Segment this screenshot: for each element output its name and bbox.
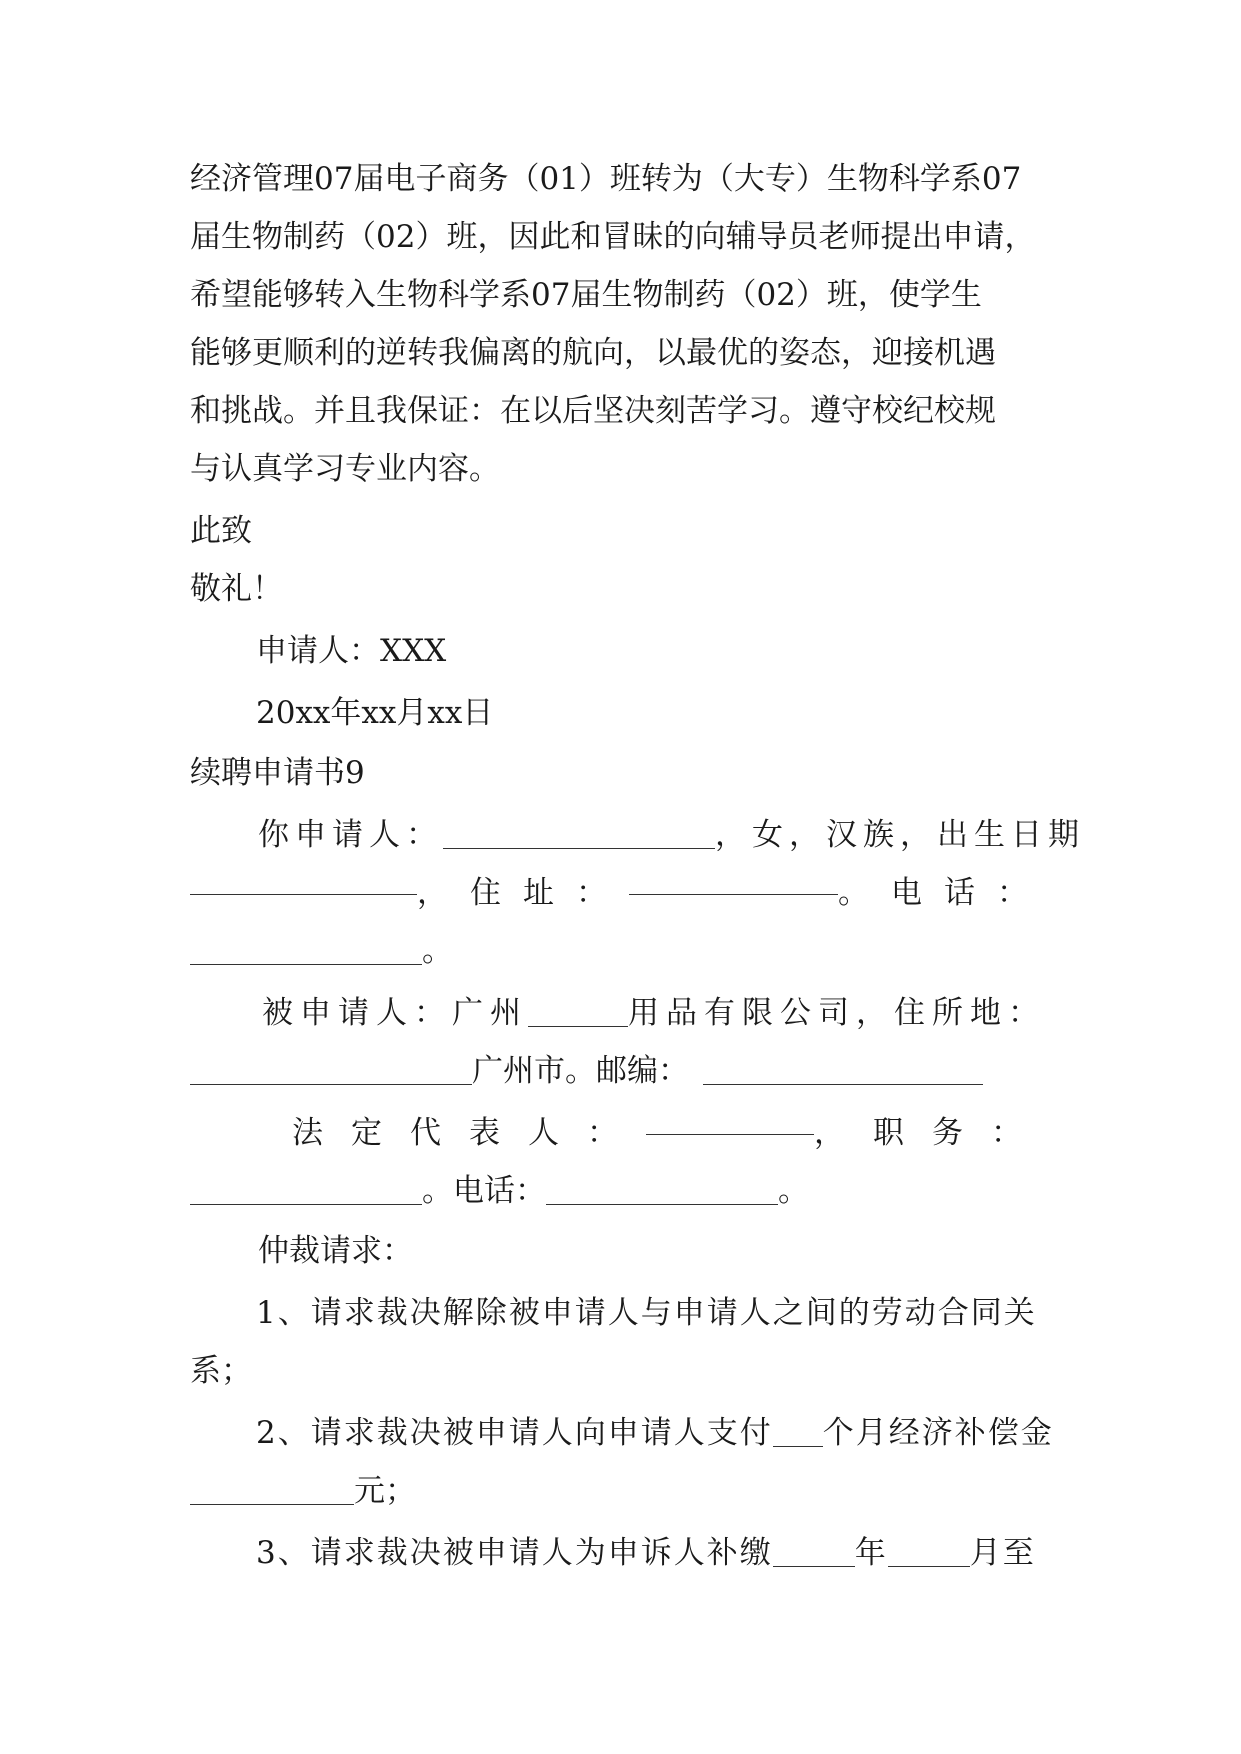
intro-line-1: 经济管理07届电子商务（01）班转为（大专）生物科学系07	[190, 161, 1022, 197]
section-title: 续聘申请书9	[190, 755, 365, 791]
position-line	[190, 1162, 1050, 1220]
applicant-signature: 申请人：XXX	[256, 633, 447, 669]
claim-1-line-2: 系；	[190, 1353, 252, 1389]
claim-2-text-a: 2、请求裁决被申请人向申请人支付	[256, 1415, 773, 1451]
applicant-name-blank[interactable]	[443, 818, 715, 849]
position-blank[interactable]	[190, 1174, 422, 1205]
intro-line-3: 希望能够转入生物科学系07届生物制药（02）班，使学生	[190, 277, 982, 313]
legal-rep-label: 法定代表人：	[292, 1115, 646, 1151]
claims-heading: 仲裁请求：	[258, 1233, 413, 1269]
respondent-phone-label: 。电话：	[422, 1173, 546, 1209]
intro-line-5: 和挑战。并且我保证：在以后坚决刻苦学习。遵守校纪校规	[190, 393, 996, 429]
address-blank[interactable]	[629, 864, 838, 895]
claim-2-text-b: 个月经济补偿金	[822, 1415, 1054, 1451]
residence-blank[interactable]	[190, 1054, 472, 1085]
claim-3-line-1	[256, 1524, 1050, 1582]
legal-rep-line	[292, 1104, 1050, 1162]
respondent-label: 被申请人：广州	[262, 995, 528, 1031]
closing-cizhi: 此致	[190, 513, 252, 549]
claim-2-line-1	[256, 1404, 1054, 1462]
respondent-line-1	[262, 984, 1050, 1042]
phone-blank[interactable]	[190, 934, 422, 965]
address-label: ，住址：	[417, 875, 630, 911]
claim-2-end: 元；	[354, 1473, 416, 1509]
months-blank[interactable]	[773, 1416, 823, 1447]
applicant-label: 你申请人：	[258, 817, 443, 853]
respondent-company: 用品有限公司，住所地：	[628, 995, 1046, 1031]
intro-line-6: 与认真学习专业内容。	[190, 451, 500, 487]
year-blank[interactable]	[773, 1536, 855, 1567]
closing-jingli: 敬礼！	[190, 571, 283, 607]
phone-label: 。电话：	[838, 875, 1050, 911]
legal-rep-blank[interactable]	[646, 1104, 814, 1135]
intro-line-4: 能够更顺利的逆转我偏离的航向，以最优的姿态，迎接机遇	[190, 335, 996, 371]
application-date: 20xx年xx月xx日	[256, 695, 494, 731]
claim-3-text-a: 3、请求裁决被申请人为申诉人补缴	[256, 1535, 773, 1571]
birthdate-blank[interactable]	[190, 864, 417, 895]
intro-line-2: 届生物制药（02）班，因此和冒昧的向辅导员老师提出申请，	[190, 219, 1036, 255]
applicant-end: 。	[422, 933, 453, 969]
applicant-line-1	[258, 806, 1085, 864]
postcode-blank[interactable]	[703, 1054, 983, 1085]
claim-3-text-b: 年	[854, 1535, 888, 1571]
claim-1-line-1: 1、请求裁决解除被申请人与申请人之间的劳动合同关	[256, 1295, 1037, 1331]
respondent-line-2	[190, 1042, 1050, 1100]
claim-3-text-c: 月至	[969, 1535, 1036, 1571]
company-blank[interactable]	[528, 996, 628, 1027]
position-label: ，职务：	[814, 1115, 1050, 1151]
amount-blank[interactable]	[190, 1474, 354, 1505]
respondent-phone-blank[interactable]	[546, 1174, 778, 1205]
applicant-line-2	[190, 864, 1050, 922]
respondent-end: 。	[778, 1173, 809, 1209]
applicant-line-3	[190, 922, 1050, 980]
claim-2-line-2	[190, 1462, 1050, 1520]
applicant-details: ，女，汉族，出生日期	[715, 817, 1085, 853]
respondent-city: 广州市。邮编：	[472, 1053, 689, 1089]
month-blank[interactable]	[888, 1536, 970, 1567]
